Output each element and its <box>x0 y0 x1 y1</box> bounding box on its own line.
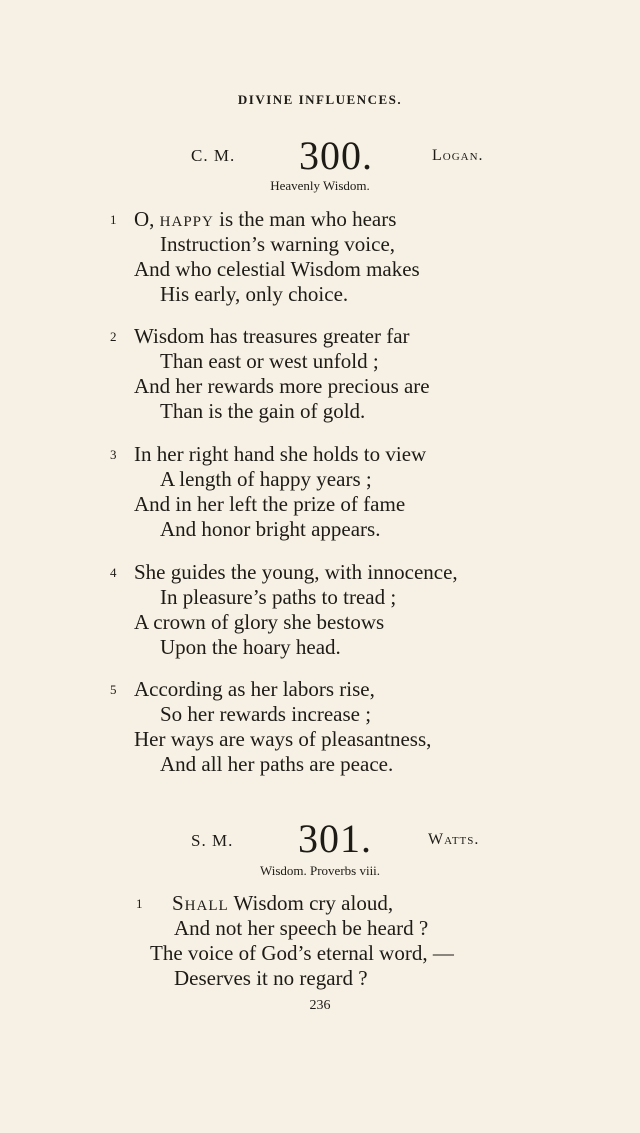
running-head: DIVINE INFLUENCES. <box>237 92 403 107</box>
verse-line: His early, only choice. <box>160 282 349 306</box>
hymn-300-number: 300. <box>299 133 373 178</box>
verse-number: 4 <box>110 565 117 580</box>
hymn-300-meter: C. M. <box>191 146 236 165</box>
verse-line: Her ways are ways of pleasantness, <box>134 727 432 751</box>
verse-line: Than is the gain of gold. <box>160 399 366 423</box>
verse-line: O, happy is the man who hears <box>134 207 397 231</box>
verse-line: A crown of glory she bestows <box>134 610 385 634</box>
verse-line: And who celestial Wisdom makes <box>134 257 420 281</box>
verse-line: And her rewards more precious are <box>134 374 430 398</box>
verse-number: 1 <box>110 212 117 227</box>
verse-line: In pleasure’s paths to tread ; <box>160 585 397 609</box>
verse-line: So her rewards increase ; <box>160 702 372 726</box>
hymn-301-header <box>0 815 640 861</box>
hymn-300-tune: Logan. <box>432 147 484 164</box>
verse-line: A length of happy years ; <box>160 467 372 491</box>
page-number: 236 <box>309 998 331 1013</box>
hymn-300-header <box>0 132 640 178</box>
verse-line: Wisdom has treasures greater far <box>134 324 410 348</box>
verse-number: 1 <box>136 896 143 911</box>
verse-line: And in her left the prize of fame <box>134 492 406 516</box>
verse-line: The voice of God’s eternal word, — <box>150 941 454 965</box>
verse-number: 3 <box>110 447 117 462</box>
hymn-301-tune: Watts. <box>428 831 480 848</box>
verse-line: Deserves it no regard ? <box>174 966 368 990</box>
hymn-300-subtitle: Heavenly Wisdom. <box>270 178 370 193</box>
verse-line: Upon the hoary head. <box>160 635 341 659</box>
verse-line: Than east or west unfold ; <box>160 349 379 373</box>
verse-number: 2 <box>110 329 117 344</box>
verse-line: According as her labors rise, <box>134 677 375 701</box>
verse-line: In her right hand she holds to view <box>134 442 427 466</box>
verse-line: She guides the young, with innocence, <box>134 560 458 584</box>
verse-line: Instruction’s warning voice, <box>160 232 396 256</box>
verse-line: Shall Wisdom cry aloud, <box>172 891 394 915</box>
hymn-301-meter: S. M. <box>191 831 234 850</box>
verse-line: And not her speech be heard ? <box>174 916 429 940</box>
hymn-301-subtitle: Wisdom. Proverbs viii. <box>259 863 381 878</box>
verse-line: And honor bright appears. <box>160 517 381 541</box>
verse-line: And all her paths are peace. <box>160 752 394 776</box>
hymn-301-number: 301. <box>298 816 372 861</box>
verse-number: 5 <box>110 682 117 697</box>
